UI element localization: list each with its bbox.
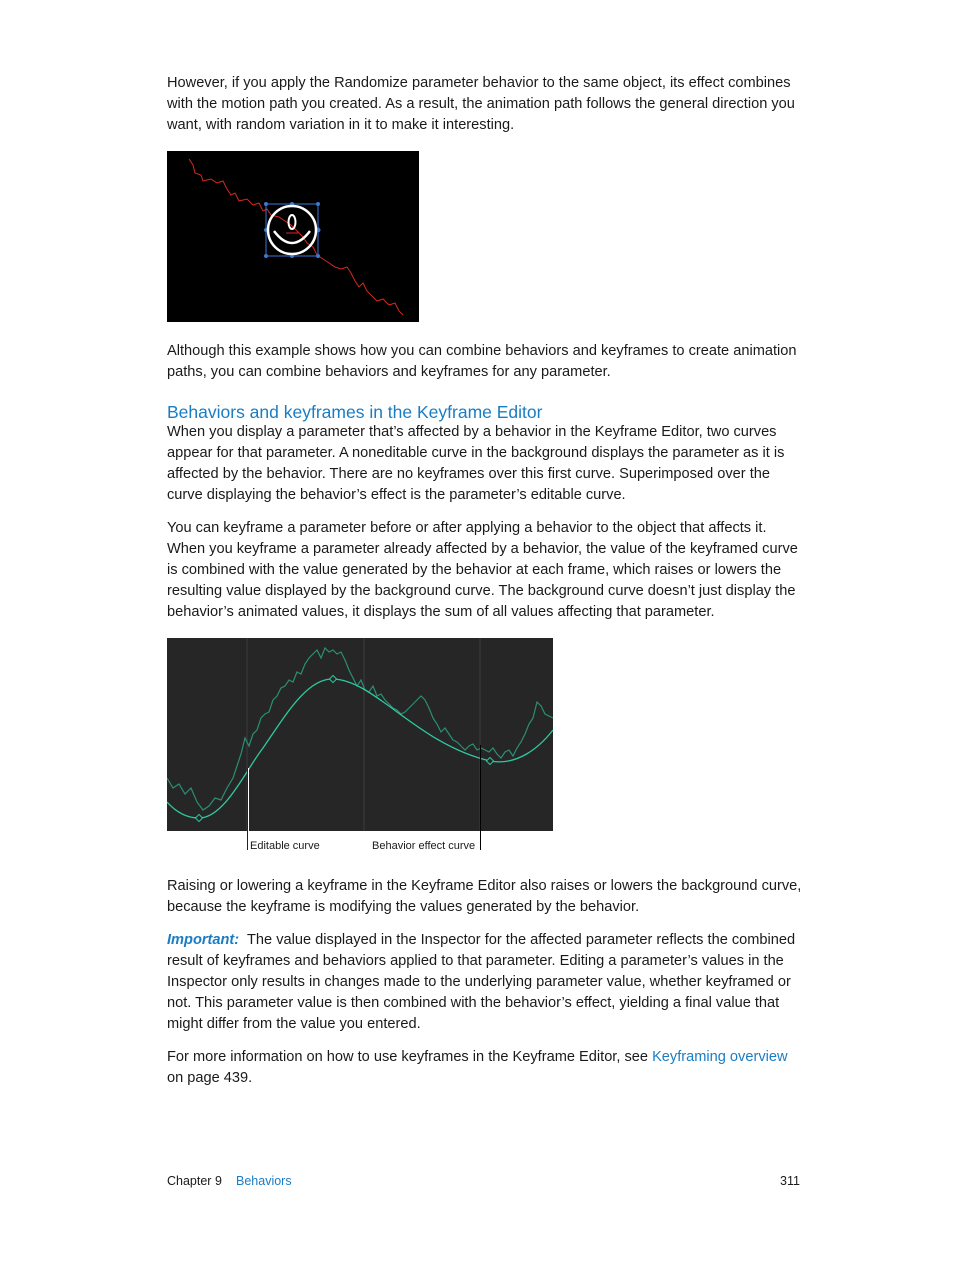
page-number: 311	[780, 1174, 800, 1188]
editable-curve	[167, 679, 553, 818]
randomize-path-figure	[167, 151, 419, 322]
keyframe-point	[195, 814, 202, 821]
keyframe-editor-graph	[167, 638, 553, 831]
paragraph-randomize: However, if you apply the Randomize parameter behavior to the same object, its effect combines with the motion path you created. As a result, the animation path follows the general direction you want, with random variation in it to make it interesting.	[167, 75, 795, 133]
section-heading: Behaviors and keyframes in the Keyframe Editor	[167, 402, 543, 422]
more-info-page-text: on page 439.	[167, 1070, 253, 1086]
important-label: Important:	[167, 932, 240, 948]
footer-section-link[interactable]: Behaviors	[236, 1174, 292, 1188]
editable-curve-callout-line	[247, 768, 249, 850]
random-motion-path	[189, 159, 403, 315]
important-text: The value displayed in the Inspector for the affected parameter reflects the combined result of keyframes and behaviors applied to that parameter. Editing a parameter’s values in the Inspector only results in changes made to the underlying parameter value, whether keyframed or not. This parameter value is then combined with the behavior’s effect, yielding a final value that might differ from the value you entered.	[167, 932, 796, 1032]
footer-chapter: Chapter 9	[167, 1174, 222, 1188]
paragraph-combine: Although this example shows how you can combine behaviors and keyframes to create animation paths, you can combine behaviors and keyframes for any parameter.	[167, 343, 797, 380]
paragraph-raising-keyframe: Raising or lowering a keyframe in the Keyframe Editor also raises or lowers the background curve, because the keyframe is modifying the values generated by the behavior.	[167, 878, 802, 915]
behavior-curve-callout-line	[480, 745, 481, 850]
behavior-effect-curve	[167, 648, 553, 810]
paragraph-important	[167, 930, 802, 1035]
smiley-path-illustration	[167, 151, 419, 322]
paragraph-keyframe-before-after: You can keyframe a parameter before or after applying a behavior to the object that affects it. When you keyframe a parameter already affected by a behavior, the value of the keyframed curve is combined with the value generated by the behavior at each frame, which raises or lowers the resulting value displayed by the background curve. The background curve doesn’t just display the behavior’s animated values, it displays the sum of all values affecting that parameter.	[167, 520, 798, 620]
editable-curve-label: Editable curve	[250, 840, 320, 852]
keyframe-editor-figure	[167, 638, 553, 831]
keyframe-point	[486, 757, 493, 764]
behavior-effect-curve-label: Behavior effect curve	[372, 840, 476, 852]
more-info-text: For more information on how to use keyframes in the Keyframe Editor, see	[167, 1049, 653, 1065]
keyframing-overview-link[interactable]: Keyframing overview	[652, 1049, 788, 1065]
keyframe-point	[329, 675, 336, 682]
paragraph-two-curves: When you display a parameter that’s affected by a behavior in the Keyframe Editor, two curves appear for that parameter. A noneditable curve in the background displays the parameter as it is affected by the behavior. There are no keyframes over this first curve. Superimposed over the curve displaying the behavior’s effect is the parameter’s editable curve.	[167, 424, 785, 503]
paragraph-more-info	[167, 1047, 802, 1089]
